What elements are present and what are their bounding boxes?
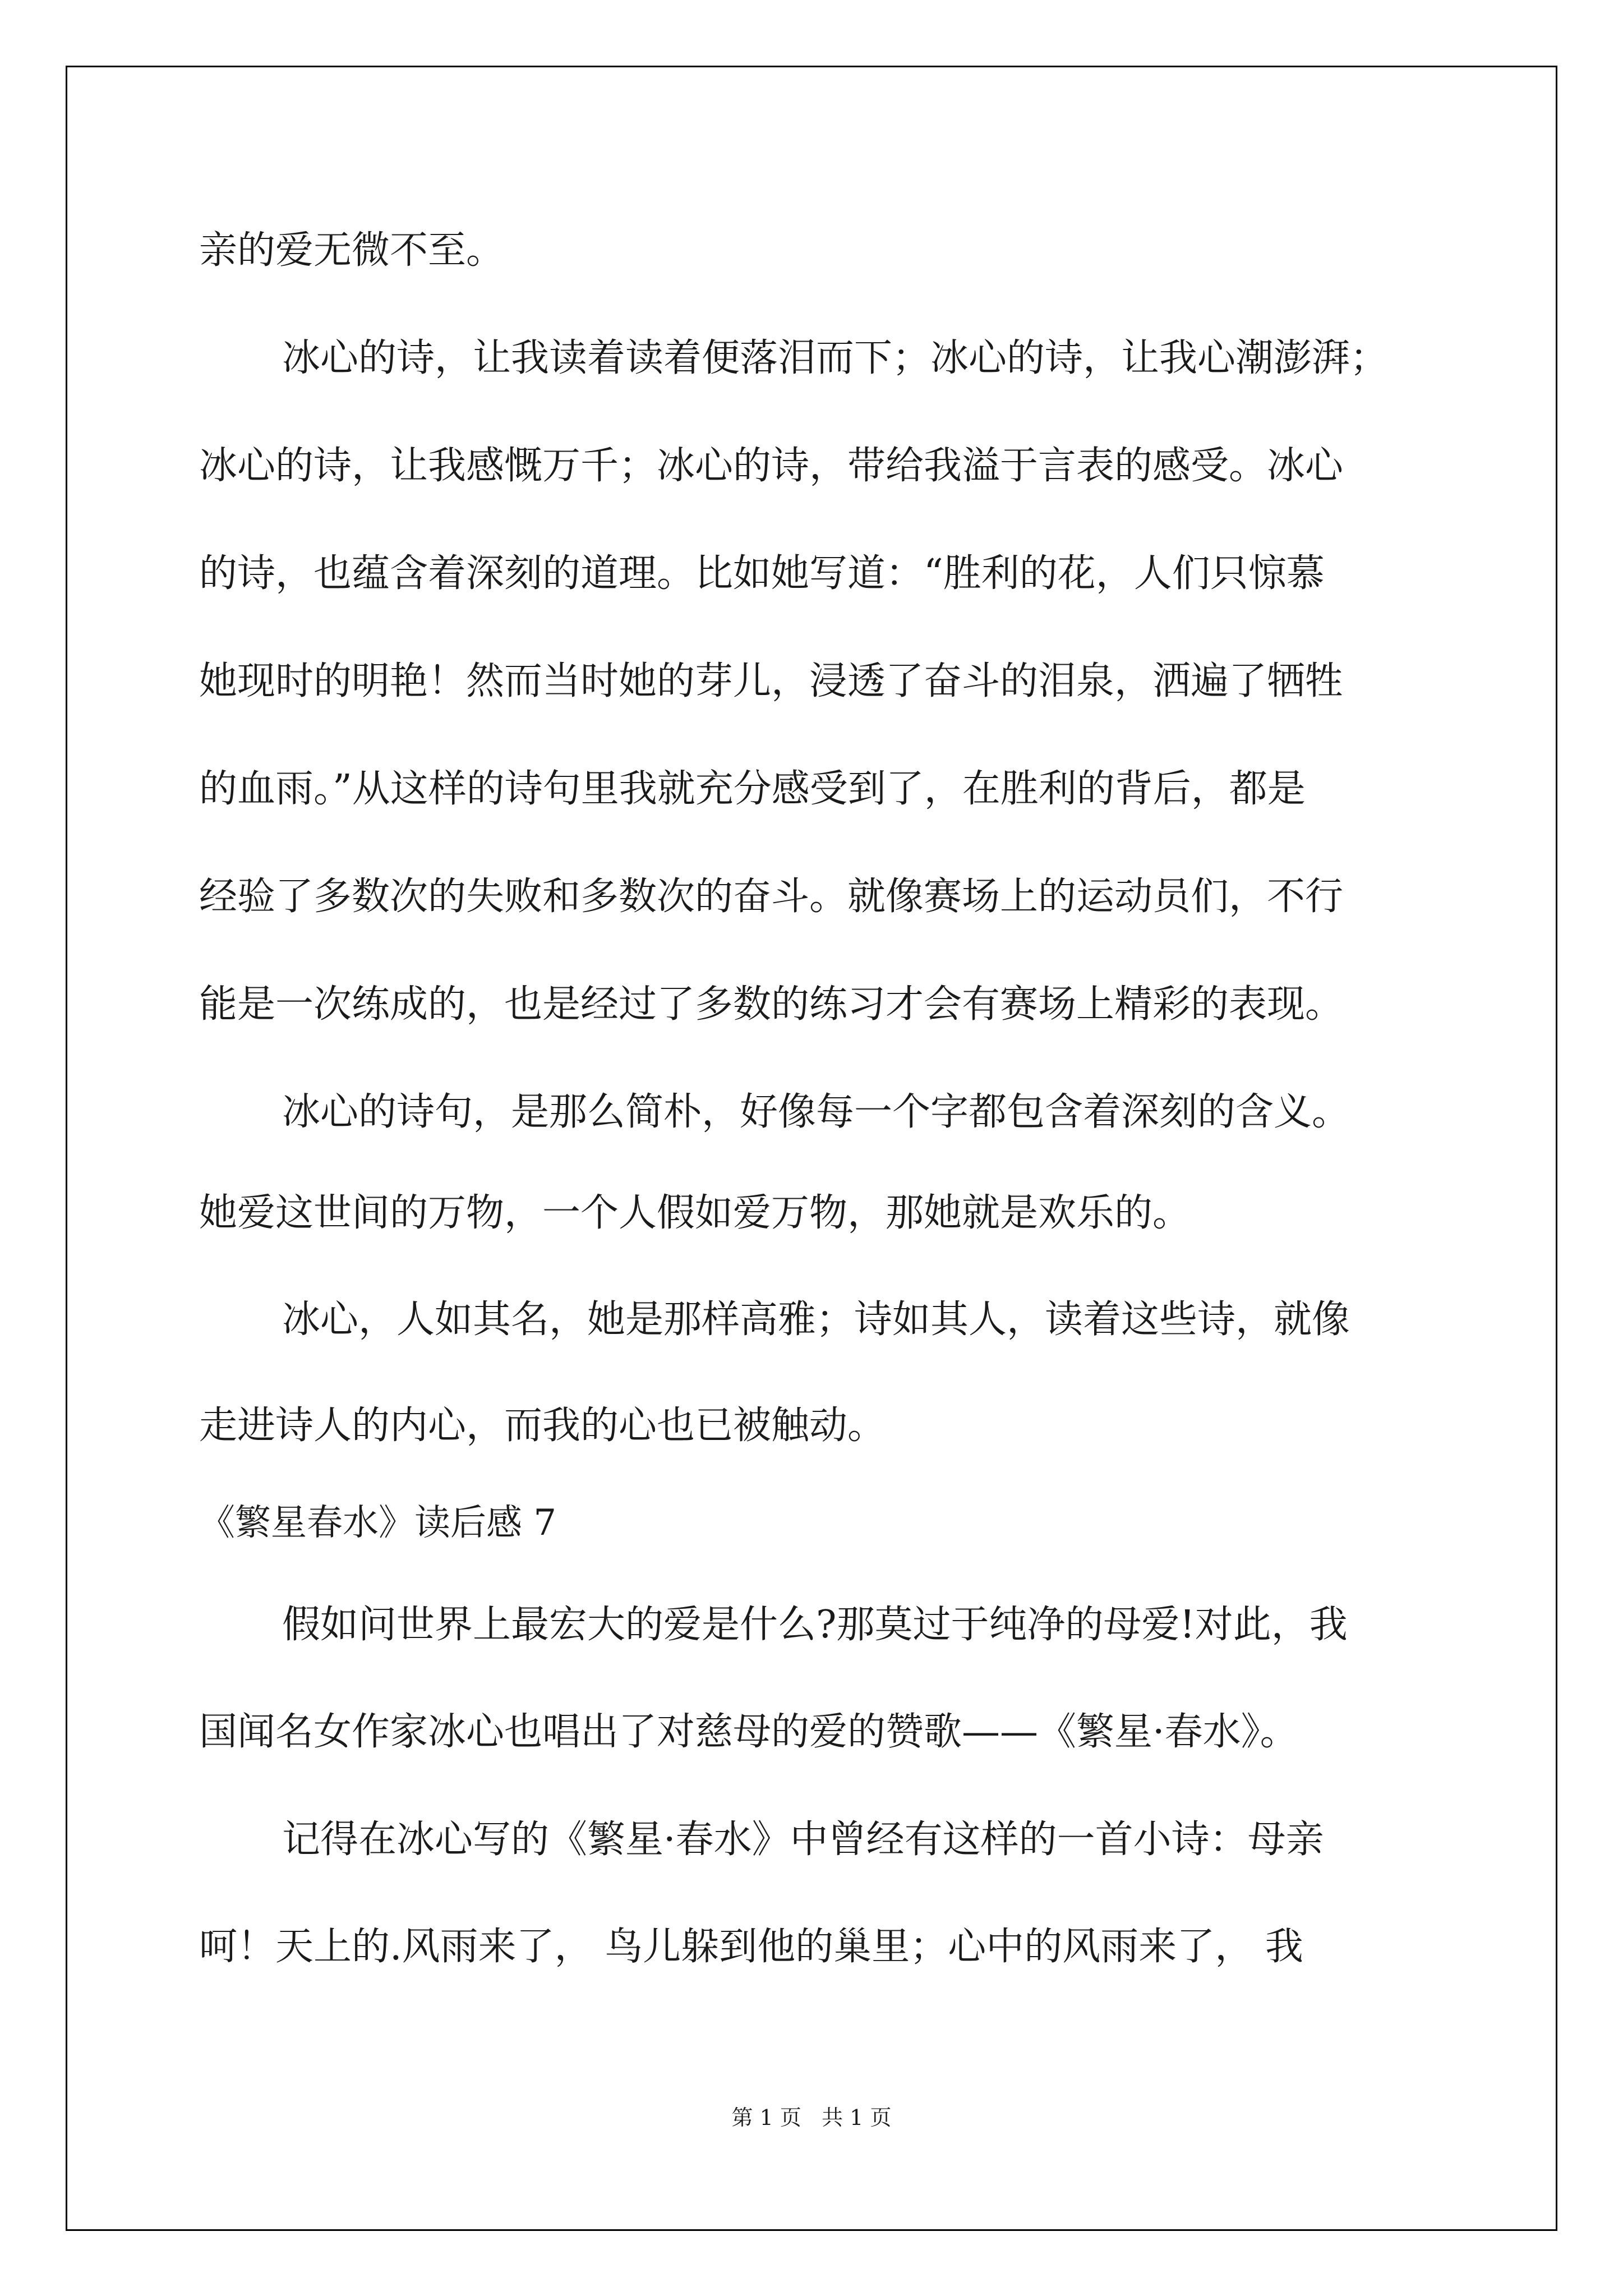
text-line: 的诗，也蕴含着深刻的道理。比如她写道：“胜利的花，人们只惊慕 [199, 551, 1325, 596]
text-line: 冰心，人如其名，她是那样高雅；诗如其人，读着这些诗，就像 [282, 1297, 1350, 1342]
text-line: 她现时的明艳！然而当时她的芽儿，浸透了奋斗的泪泉，洒遍了牺牲 [199, 659, 1344, 703]
text-line: 能是一次练成的，也是经过了多数的练习才会有赛场上精彩的表现。 [199, 982, 1344, 1027]
text-line: 亲的爱无微不至。 [199, 228, 505, 273]
text-line: 记得在冰心写的《繁星·春水》中曾经有这样的一首小诗：母亲 [282, 1818, 1324, 1862]
text-line: 冰心的诗，让我感慨万千；冰心的诗，带给我溢于言表的感受。冰心 [199, 444, 1344, 488]
text-line: 假如问世界上最宏大的爱是什么?那莫过于纯净的母爱!对此，我 [282, 1603, 1348, 1647]
page-border [66, 66, 1557, 2231]
text-line: 国闻名女作家冰心也唱出了对慈母的爱的赞歌——《繁星·春水》。 [199, 1710, 1298, 1754]
page-footer: 第 1 页 共 1 页 [731, 2105, 892, 2130]
text-line: 经验了多数次的失败和多数次的奋斗。就像赛场上的运动员们，不行 [199, 875, 1344, 919]
text-line: 冰心的诗句，是那么简朴，好像每一个字都包含着深刻的含义。 [282, 1090, 1350, 1134]
text-line: 呵！天上的.风雨来了， 鸟儿躲到他的巢里；心中的风雨来了， 我 [199, 1925, 1303, 1969]
text-line: 冰心的诗，让我读着读着便落泪而下；冰心的诗，让我心潮澎湃； [282, 336, 1389, 380]
text-line: 她爱这世间的万物，一个人假如爱万物，那她就是欢乐的。 [199, 1191, 1191, 1235]
text-line: 的血雨。”从这样的诗句里我就充分感受到了，在胜利的背后，都是 [199, 767, 1306, 811]
section-heading: 《繁星春水》读后感 7 [199, 1502, 557, 1544]
text-line: 走进诗人的内心，而我的心也已被触动。 [199, 1404, 886, 1448]
